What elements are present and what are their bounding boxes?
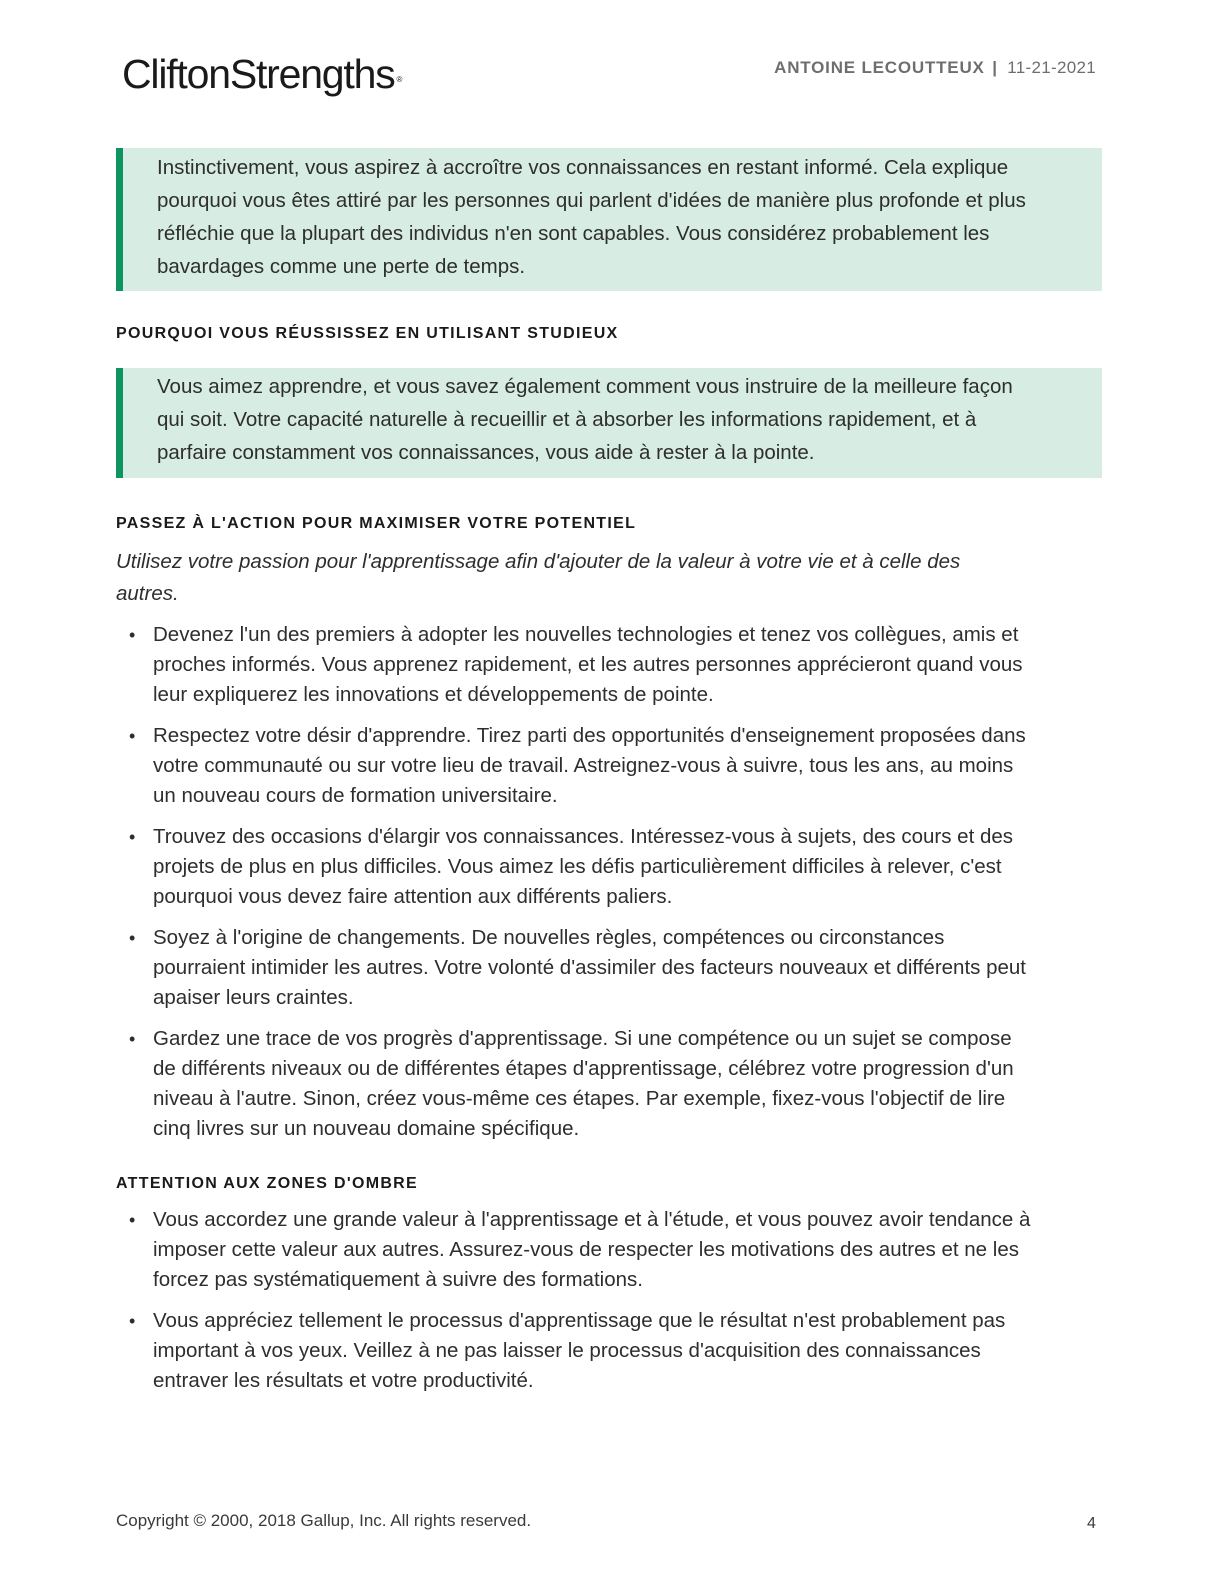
take-action-intro: Utilisez votre passion pour l'apprentissage afin d'ajouter de la valeur à votre vie et à celle des autres. (116, 550, 961, 605)
section-heading-why-succeed: POURQUOI VOUS RÉUSSISSEZ EN UTILISANT STUDIEUX (116, 325, 619, 342)
why-succeed-callout (116, 368, 1102, 478)
section-heading-blind-spots: ATTENTION AUX ZONES D'OMBRE (116, 1175, 419, 1192)
list-item-text: Trouvez des occasions d'élargir vos connaissances. Intéressez-vous à sujets, des cours et des projets de plus en plus difficiles. Vous aimez les défis particulièrement difficiles à relever, c'est pourquoi vous devez faire attention aux différents paliers. (153, 825, 1014, 908)
bullet-icon: • (129, 625, 136, 645)
bullet-icon: • (129, 1029, 136, 1049)
list-item-text: Devenez l'un des premiers à adopter les nouvelles technologies et tenez vos collègues, amis et proches informés. Vous apprenez rapidement, et les autres personnes apprécieront quand vous leur expliquerez les innovations et développements de pointe. (153, 623, 1023, 706)
logo-text: CliftonStrengths (122, 51, 395, 97)
intro-callout-text: Instinctivement, vous aspirez à accroître vos connaissances en restant informé. Cela explique pourquoi vous êtes attiré par les personnes qui parlent d'idées de manière plus profonde et plus réfléchie que la plupart des individus n'en sont capables. Vous considérez probablement les bavardages comme une perte de temps. (157, 156, 1026, 278)
cliftonstrengths-logo (122, 50, 402, 98)
bullet-icon: • (129, 1210, 136, 1230)
section-heading-take-action: PASSEZ À L'ACTION POUR MAXIMISER VOTRE POTENTIEL (116, 515, 637, 532)
registered-mark: ® (396, 75, 403, 84)
page-number: 4 (1087, 1515, 1096, 1532)
list-item (116, 1024, 1036, 1144)
list-item-text: Vous accordez une grande valeur à l'apprentissage et à l'étude, et vous pouvez avoir tendance à imposer cette valeur aux autres. Assurez-vous de respecter les motivations des autres et ne les forcez pas systématiquement à suivre des formations. (153, 1208, 1031, 1291)
meta-separator: | (992, 58, 998, 77)
person-name: ANTOINE LECOUTTEUX (774, 58, 985, 77)
list-item (116, 822, 1036, 912)
report-date: 11-21-2021 (1007, 58, 1096, 77)
list-item-text: Vous appréciez tellement le processus d'apprentissage que le résultat n'est probablement pas important à vos yeux. Veillez à ne pas laisser le processus d'acquisition des connaissances entraver les résultats et votre productivité. (153, 1309, 1006, 1392)
intro-callout (116, 148, 1102, 291)
bullet-icon: • (129, 928, 136, 948)
list-item (116, 1306, 1036, 1396)
blind-spots-list (116, 1205, 1036, 1407)
list-item-text: Gardez une trace de vos progrès d'apprentissage. Si une compétence ou un sujet se compose de différents niveaux ou de différentes étapes d'apprentissage, célébrez votre progression d'un niveau à l'autre. Sinon, créez vous-même ces étapes. Par exemple, fixez-vous l'objectif de lire cinq livres sur un nouveau domaine spécifique. (153, 1027, 1014, 1140)
list-item-text: Respectez votre désir d'apprendre. Tirez parti des opportunités d'enseignement proposées dans votre communauté ou sur votre lieu de travail. Astreignez-vous à suivre, tous les ans, au moins un nouveau cours de formation universitaire. (153, 724, 1026, 807)
list-item (116, 721, 1036, 811)
copyright-notice: Copyright © 2000, 2018 Gallup, Inc. All rights reserved. (116, 1511, 532, 1530)
list-item (116, 923, 1036, 1013)
report-meta (774, 57, 1096, 79)
why-succeed-text: Vous aimez apprendre, et vous savez également comment vous instruire de la meilleure façon qui soit. Votre capacité naturelle à recueillir et à absorber les informations rapidement, et à parfaire constamment vos connaissances, vous aide à rester à la pointe. (157, 375, 1013, 464)
bullet-icon: • (129, 1311, 136, 1331)
bullet-icon: • (129, 827, 136, 847)
list-item (116, 620, 1036, 710)
take-action-list (116, 620, 1036, 1155)
bullet-icon: • (129, 726, 136, 746)
list-item (116, 1205, 1036, 1295)
list-item-text: Soyez à l'origine de changements. De nouvelles règles, compétences ou circonstances pourraient intimider les autres. Votre volonté d'assimiler des facteurs nouveaux et différents peut apaiser leurs craintes. (153, 926, 1026, 1009)
